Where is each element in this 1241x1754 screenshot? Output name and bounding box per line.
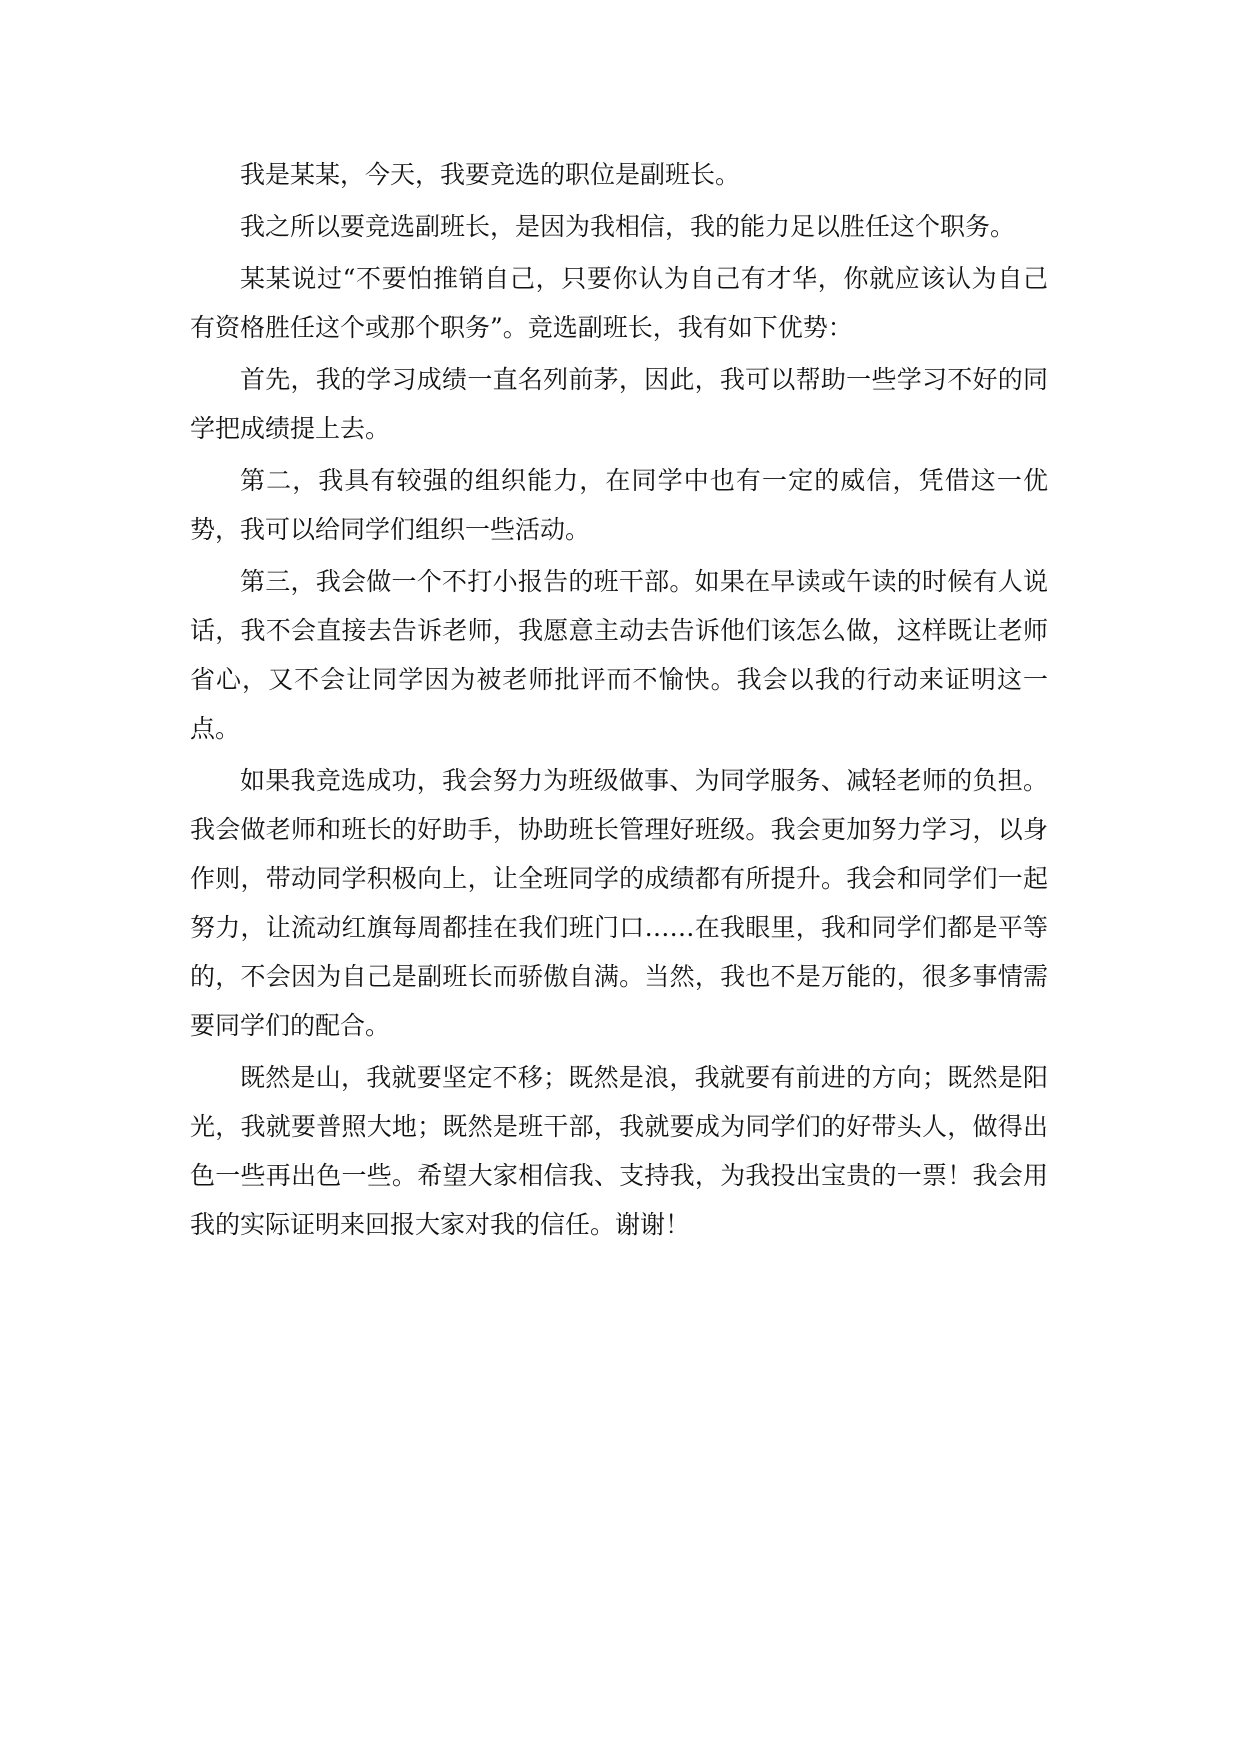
paragraph-advantage-second: 第二，我具有较强的组织能力，在同学中也有一定的威信，凭借这一优势，我可以给同学们组织一些活动。 — [190, 466, 1048, 544]
paragraph-closing: 既然是山，我就要坚定不移；既然是浪，我就要有前进的方向；既然是阳光，我就要普照大地；既然是班干部，我就要成为同学们的好带头人，做得出色一些再出色一些。希望大家相信我、支持我，为我投出宝贵的一票！我会用我的实际证明来回报大家对我的信任。谢谢！ — [190, 1063, 1048, 1239]
paragraph-advantage-third: 第三，我会做一个不打小报告的班干部。如果在早读或午读的时候有人说话，我不会直接去告诉老师，我愿意主动去告诉他们该怎么做，这样既让老师省心，又不会让同学因为被老师批评而不愉快。我会以我的行动来证明这一点。 — [190, 567, 1048, 743]
paragraph-advantage-first: 首先，我的学习成绩一直名列前茅，因此，我可以帮助一些学习不好的同学把成绩提上去。 — [190, 365, 1048, 443]
paragraph-intro: 我是某某，今天，我要竞选的职位是副班长。 — [240, 160, 741, 189]
paragraph-quote: 某某说过“不要怕推销自己，只要你认为自己有才华，你就应该认为自己有资格胜任这个或那个职务”。竞选副班长，我有如下优势： — [190, 264, 1048, 342]
paragraph-plan: 如果我竞选成功，我会努力为班级做事、为同学服务、减轻老师的负担。我会做老师和班长的好助手，协助班长管理好班级。我会更加努力学习，以身作则，带动同学积极向上，让全班同学的成绩都有所提升。我会和同学们一起努力，让流动红旗每周都挂在我们班门口……在我眼里，我和同学们都是平等的，不会因为自己是副班长而骄傲自满。当然，我也不是万能的，很多事情需要同学们的配合。 — [190, 766, 1048, 1040]
speech-body — [190, 150, 1048, 1252]
paragraph-reason: 我之所以要竞选副班长，是因为我相信，我的能力足以胜任这个职务。 — [240, 212, 1016, 241]
